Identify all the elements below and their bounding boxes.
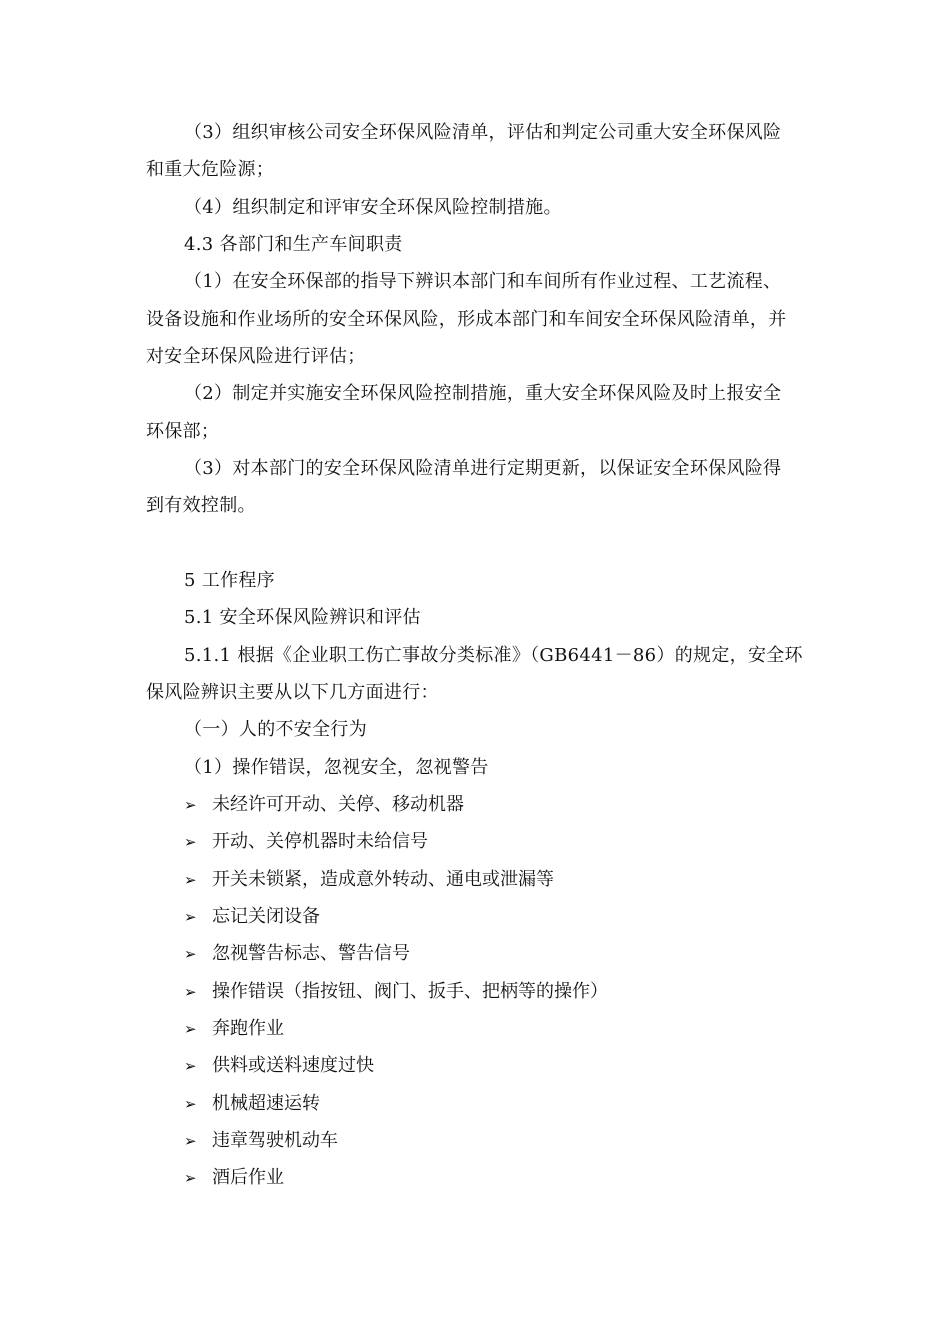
list-item <box>184 868 554 892</box>
list-item-text: 违章驾驶机动车 <box>212 1130 338 1151</box>
arrow-bullet-icon: ➢ <box>184 1132 197 1150</box>
arrow-bullet-icon: ➢ <box>184 1057 197 1075</box>
list-item <box>184 830 428 854</box>
paragraph-text: （3）组织审核公司安全环保风险清单，评估和判定公司重大安全环保风险 <box>184 122 782 143</box>
arrow-bullet-icon: ➢ <box>184 833 197 851</box>
paragraph-text: 环保部； <box>146 421 220 442</box>
list-item <box>184 1129 338 1153</box>
list-item-text: 供料或送料速度过快 <box>212 1055 374 1076</box>
list-item <box>184 1092 320 1116</box>
list-item <box>184 793 464 817</box>
list-item <box>184 1166 284 1190</box>
list-item-text: 忘记关闭设备 <box>212 906 320 927</box>
subsection-heading: （1）操作错误，忽视安全，忽视警告 <box>184 757 489 778</box>
arrow-bullet-icon: ➢ <box>184 945 197 963</box>
paragraph-text: 和重大危险源； <box>146 159 275 180</box>
list-item-text: 开关未锁紧，造成意外转动、通电或泄漏等 <box>212 869 554 890</box>
paragraph-text: 保风险辨识主要从以下几方面进行： <box>146 682 439 703</box>
arrow-bullet-icon: ➢ <box>184 1020 197 1038</box>
paragraph-text: （3）对本部门的安全环保风险清单进行定期更新，以保证安全环保风险得 <box>184 458 782 479</box>
list-item <box>184 980 608 1004</box>
arrow-bullet-icon: ➢ <box>184 871 197 889</box>
list-item <box>184 942 410 966</box>
list-item <box>184 905 320 929</box>
list-item-text: 忽视警告标志、警告信号 <box>212 943 410 964</box>
section-heading: 5.1 安全环保风险辨识和评估 <box>184 607 421 628</box>
list-item-text: 奔跑作业 <box>212 1018 284 1039</box>
list-item <box>184 1054 374 1078</box>
list-item <box>184 1017 284 1041</box>
paragraph-text: 5.1.1 根据《企业职工伤亡事故分类标准》（GB6441－86）的规定，安全环 <box>184 645 803 666</box>
subsection-heading: （一）人的不安全行为 <box>184 719 367 740</box>
paragraph-text: 对安全环保风险进行评估； <box>146 346 366 367</box>
arrow-bullet-icon: ➢ <box>184 796 197 814</box>
paragraph-text: 设备设施和作业场所的安全环保风险，形成本部门和车间安全环保风险清单，并 <box>146 309 787 330</box>
list-item-text: 机械超速运转 <box>212 1093 320 1114</box>
section-heading: 5 工作程序 <box>184 570 275 591</box>
list-item-text: 操作错误（指按钮、阀门、扳手、把柄等的操作） <box>212 981 608 1002</box>
paragraph-text: （1）在安全环保部的指导下辨识本部门和车间所有作业过程、工艺流程、 <box>184 271 782 292</box>
arrow-bullet-icon: ➢ <box>184 983 197 1001</box>
arrow-bullet-icon: ➢ <box>184 1095 197 1113</box>
paragraph-text: （4）组织制定和评审安全环保风险控制措施。 <box>184 197 562 218</box>
list-item-text: 未经许可开动、关停、移动机器 <box>212 794 464 815</box>
section-heading: 4.3 各部门和生产车间职责 <box>184 234 403 255</box>
paragraph-text: （2）制定并实施安全环保风险控制措施，重大安全环保风险及时上报安全 <box>184 383 782 404</box>
arrow-bullet-icon: ➢ <box>184 1169 197 1187</box>
list-item-text: 酒后作业 <box>212 1167 284 1188</box>
arrow-bullet-icon: ➢ <box>184 908 197 926</box>
list-item-text: 开动、关停机器时未给信号 <box>212 831 428 852</box>
paragraph-text: 到有效控制。 <box>146 495 256 516</box>
